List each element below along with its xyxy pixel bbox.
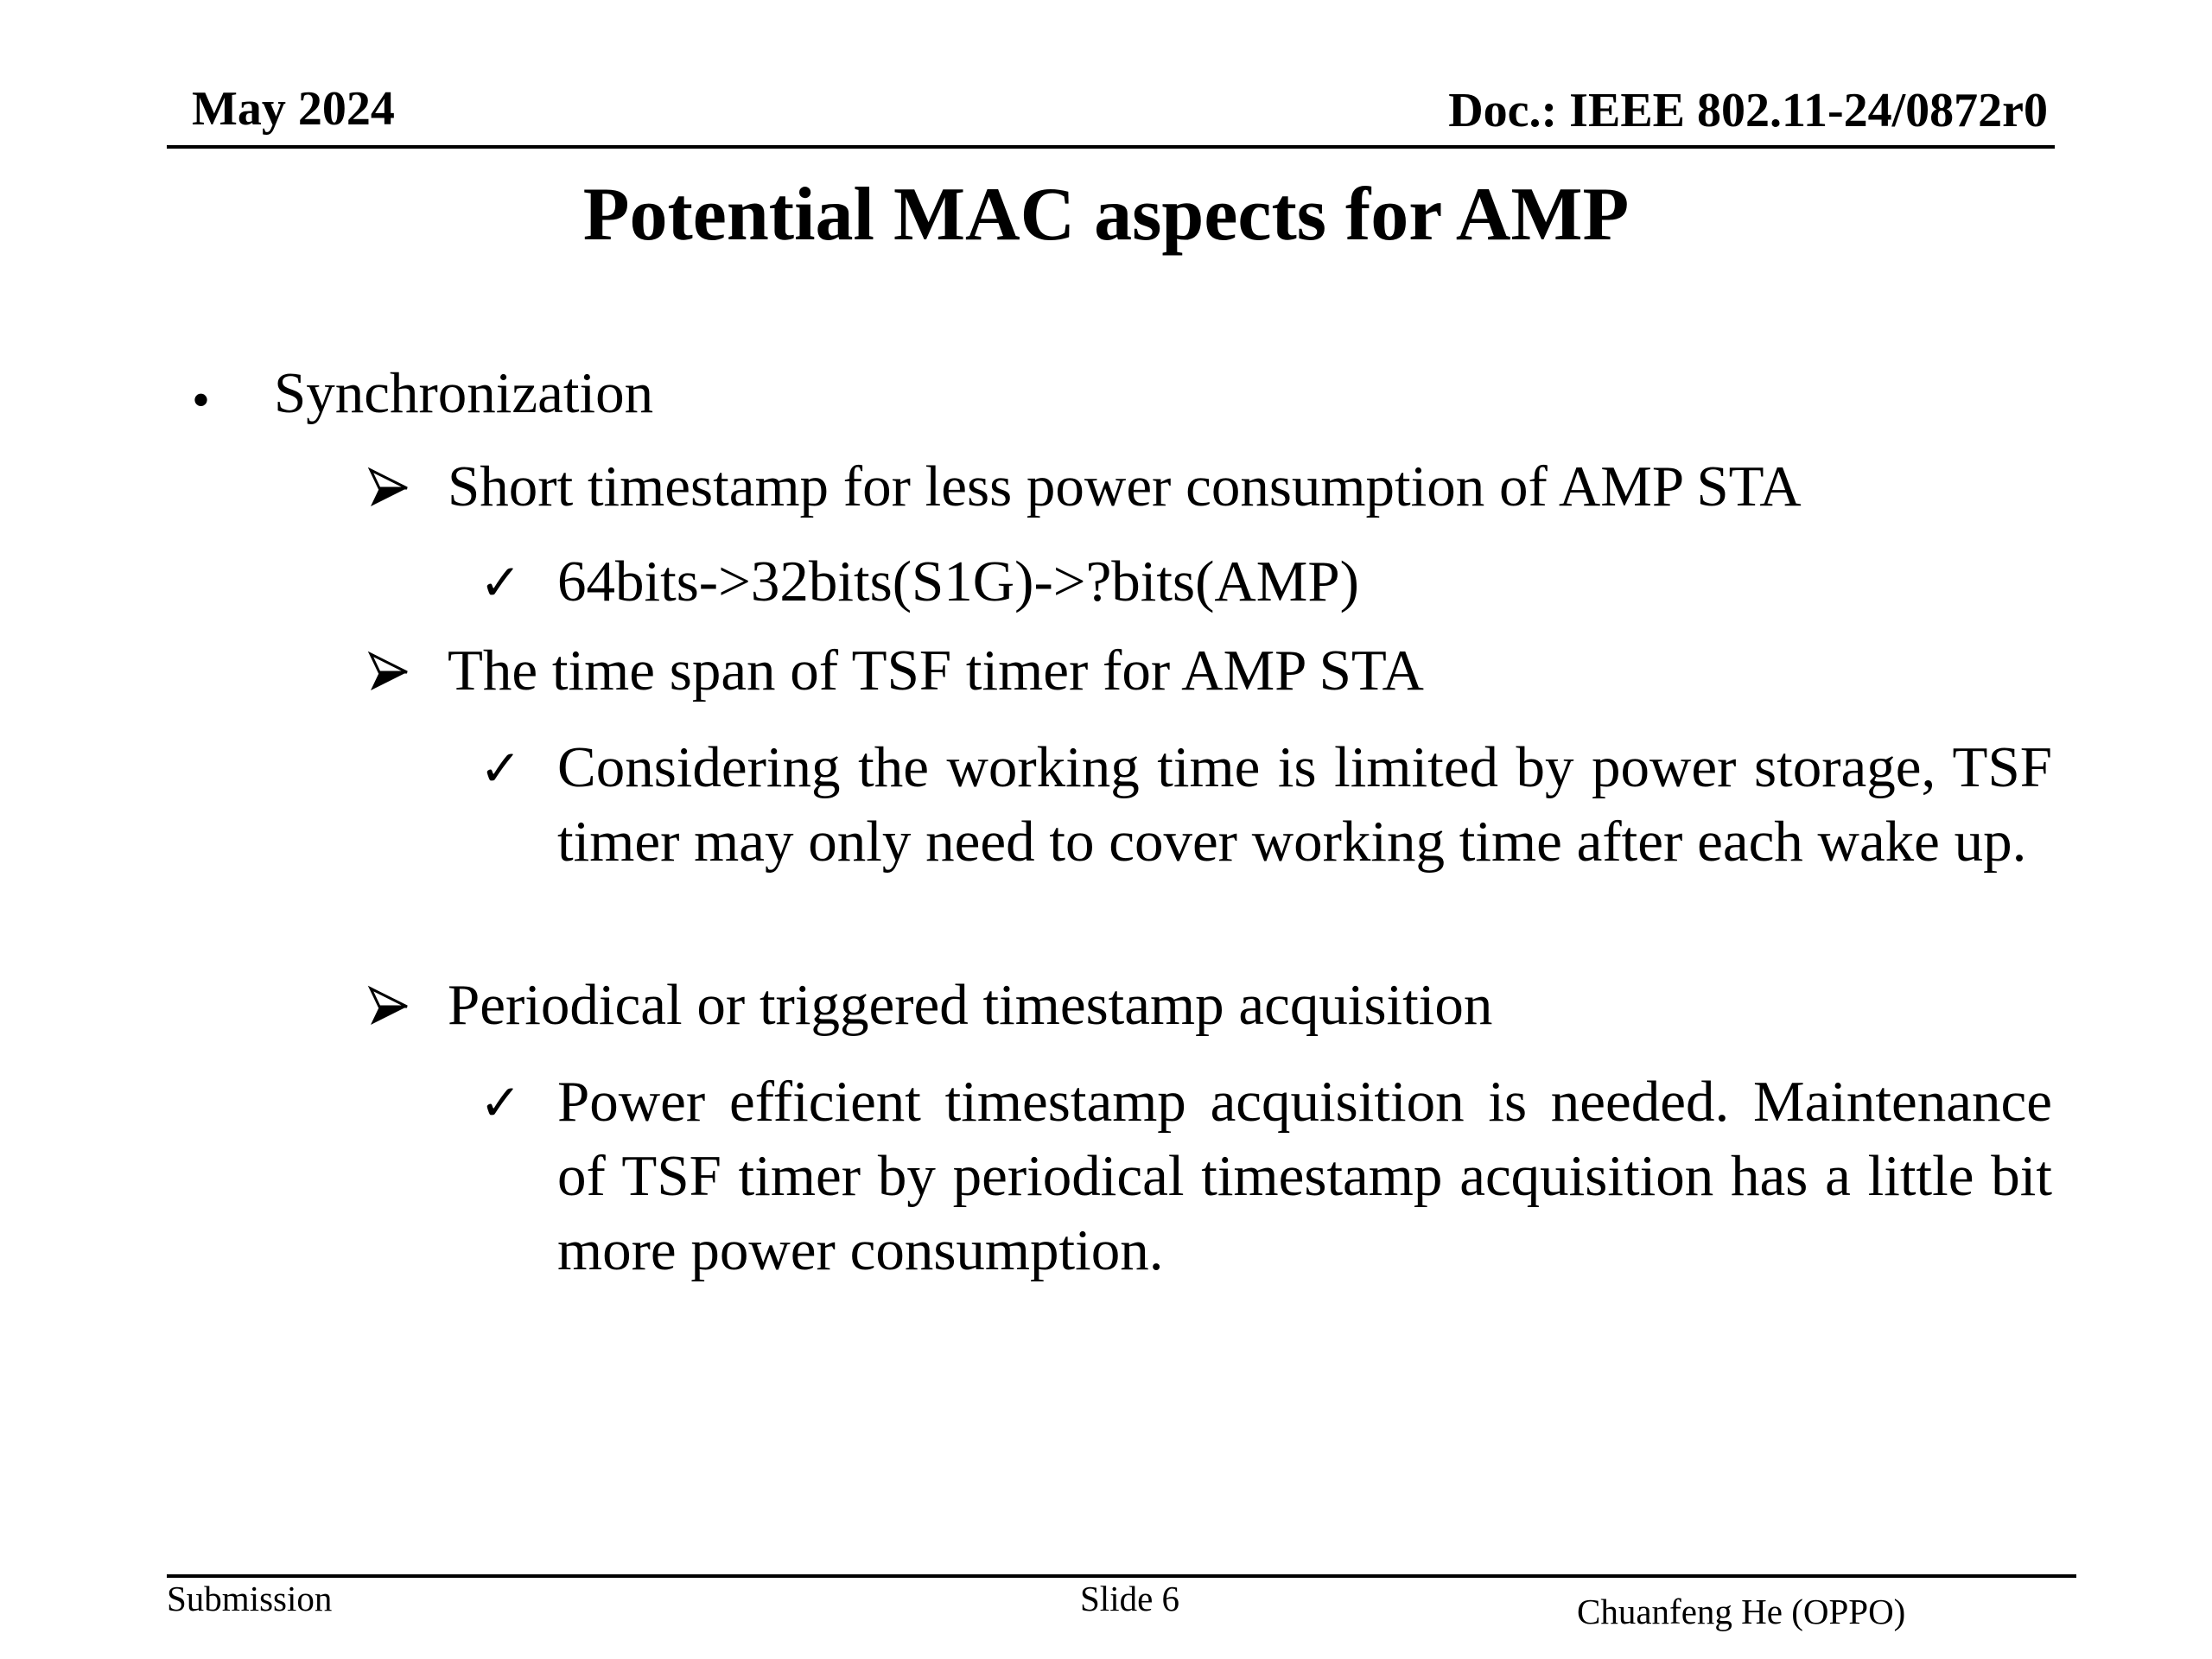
bullet-dot-icon: • [192, 372, 211, 429]
sub-bullet-tsf-time-span: The time span of TSF timer for AMP STA [448, 639, 1424, 702]
header-doc-id: Doc.: IEEE 802.11-24/0872r0 [1448, 84, 2048, 137]
footer-author: Chuanfeng He (OPPO) [1577, 1592, 1906, 1631]
footer-slide-number: Slide 6 [1080, 1579, 1180, 1618]
header-divider [167, 145, 2055, 149]
sub-bullet-timestamp-acquisition: Periodical or triggered timestamp acquisition [448, 973, 1493, 1037]
detail-timestamp-bits: 64bits->32bits(S1G)->?bits(AMP) [557, 550, 1359, 613]
checkmark-icon: ✓ [480, 741, 522, 797]
header-date: May 2024 [192, 82, 395, 136]
slide-title: Potential MAC aspects for AMP [582, 173, 1630, 257]
detail-power-efficient-acquisition: Power efficient timestamp acquisition is needed. Maintenance of TSF timer by periodical timestamp acquisition has a little bit more power consumption. [557, 1070, 2052, 1282]
detail-tsf-working-time: Considering the working time is limited by power storage, TSF timer may only need to cover working time after each wake up. [557, 735, 2052, 874]
footer-divider [167, 1574, 2076, 1578]
sub-bullet-short-timestamp: Short timestamp for less power consumption of AMP STA [448, 454, 1802, 518]
checkmark-icon: ✓ [480, 1075, 522, 1131]
footer-submission: Submission [167, 1579, 333, 1618]
bullet-synchronization: Synchronization [274, 361, 654, 425]
checkmark-icon: ✓ [480, 555, 522, 611]
arrow-bullet-icon [367, 985, 410, 1028]
arrow-bullet-icon [367, 651, 410, 694]
arrow-bullet-icon [367, 467, 410, 510]
